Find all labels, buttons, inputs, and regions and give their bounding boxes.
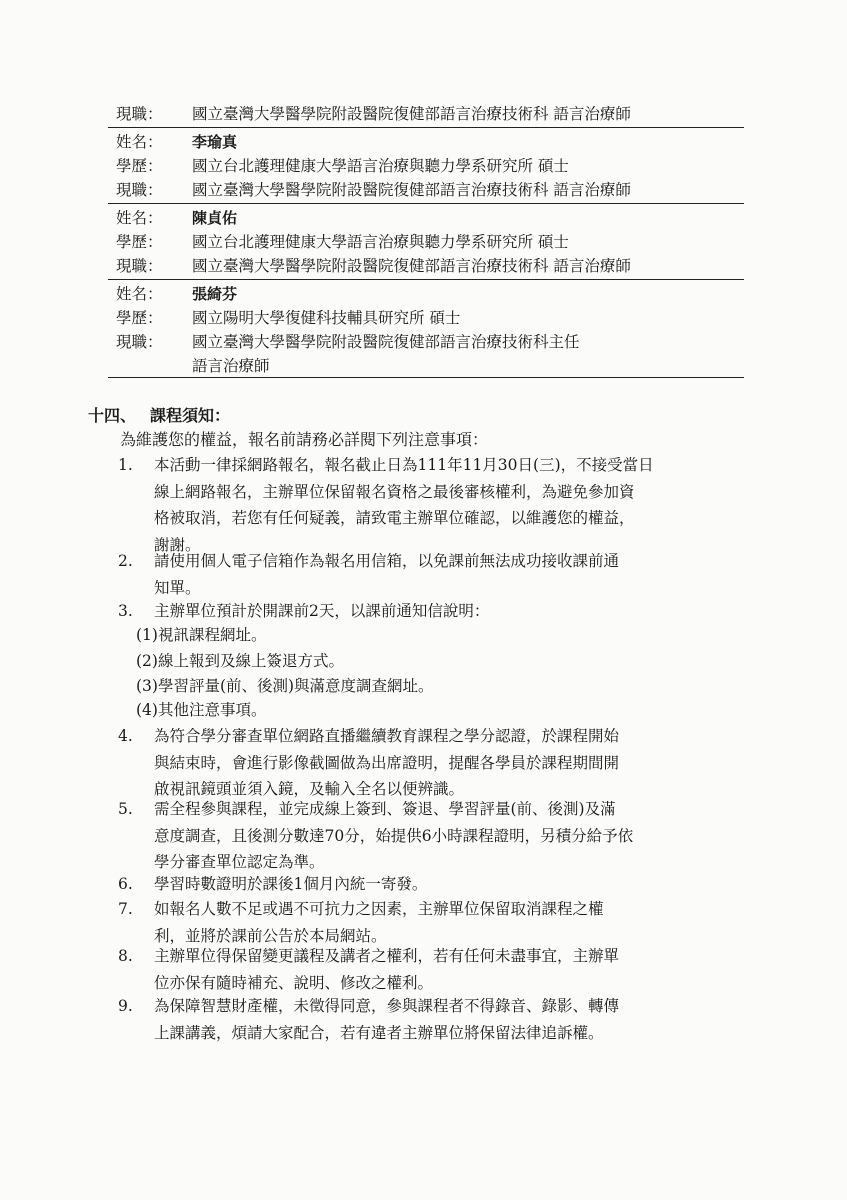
divider xyxy=(108,203,744,204)
item-line: 為符合學分審查單位網路直播繼續教育課程之學分認證，於課程開始 xyxy=(154,727,620,745)
item-line: 主辦單位得保留變更議程及講者之權利，若有任何未盡事宜，主辦單 xyxy=(154,947,620,965)
item-line: 需全程參與課程，並完成線上簽到、簽退、學習評量(前、後測)及滿 xyxy=(154,800,616,818)
section-intro: 為維護您的權益，報名前請務必詳閱下列注意事項： xyxy=(120,430,489,449)
instructor-row xyxy=(108,230,744,254)
row-value: 國立臺灣大學醫學院附設醫院復健部語言治療技術科 語言治療師 xyxy=(192,181,631,199)
item-line: 主辦單位預計於開課前2天，以課前通知信說明： xyxy=(154,602,490,620)
item-line: 謝謝。 xyxy=(154,535,201,554)
instructor-name: 李瑜真 xyxy=(192,133,238,151)
item-line: 線上網路報名，主辦單位保留報名資格之最後審核權利，為避免參加資 xyxy=(154,482,635,501)
item-line: 意度調查，且後測分數達70分，始提供6小時課程證明，另積分給予依 xyxy=(154,826,634,845)
instructor-row xyxy=(108,154,744,178)
item-line: 為保障智慧財產權，未徵得同意，參與課程者不得錄音、錄影、轉傳 xyxy=(154,997,620,1015)
item-line: 請使用個人電子信箱作為報名用信箱，以免課前無法成功接收課前通 xyxy=(154,552,620,570)
sub-item: (4)其他注意事項。 xyxy=(136,701,267,719)
item-line: 本活動一律採網路報名，報名截止日為111年11月30日(三)，不接受當日 xyxy=(154,456,654,474)
row-label: 姓名： xyxy=(116,133,163,151)
row-label: 姓名： xyxy=(116,209,163,227)
item-number: 8. xyxy=(118,947,133,965)
instructor-row xyxy=(108,354,744,378)
item-line: 利，並將於課前公告於本局網站。 xyxy=(154,926,387,945)
row-label: 學歷： xyxy=(116,233,163,251)
item-line: 上課講義，煩請大家配合，若有違者主辦單位將保留法律追訴權。 xyxy=(154,1023,604,1042)
row-label: 姓名： xyxy=(116,285,163,303)
item-line: 學分審查單位認定為準。 xyxy=(154,853,325,871)
divider xyxy=(108,279,744,280)
instructor-name: 陳貞佑 xyxy=(192,209,238,227)
instructor-row xyxy=(108,178,744,202)
row-value: 國立臺灣大學醫學院附設醫院復健部語言治療技術科 語言治療師 xyxy=(192,105,631,123)
item-line: 知單。 xyxy=(154,578,201,597)
row-value: 國立臺灣大學醫學院附設醫院復健部語言治療技術科主任 xyxy=(192,333,580,351)
item-number: 2. xyxy=(118,552,133,570)
instructor-row xyxy=(108,330,744,354)
row-label: 現職： xyxy=(116,105,163,123)
row-value: 國立台北護理健康大學語言治療與聽力學系研究所 碩士 xyxy=(192,233,569,251)
row-value: 國立陽明大學復健科技輔具研究所 碩士 xyxy=(192,309,461,327)
row-label: 現職： xyxy=(116,181,163,199)
row-value: 國立台北護理健康大學語言治療與聽力學系研究所 碩士 xyxy=(192,157,569,175)
item-number: 5. xyxy=(118,800,133,818)
sub-item: (2)線上報到及線上簽退方式。 xyxy=(136,652,344,670)
row-value: 國立臺灣大學醫學院附設醫院復健部語言治療技術科 語言治療師 xyxy=(192,257,631,275)
row-label: 現職： xyxy=(116,333,163,351)
item-number: 4. xyxy=(118,727,133,745)
row-value: 語言治療師 xyxy=(192,357,270,375)
instructor-row xyxy=(108,282,744,306)
row-label: 現職： xyxy=(116,257,163,275)
section-heading xyxy=(88,404,230,428)
item-line: 位亦保有隨時補充、說明、修改之權利。 xyxy=(154,973,434,992)
row-label: 學歷： xyxy=(116,157,163,175)
item-number: 3. xyxy=(118,602,133,620)
instructor-row xyxy=(108,102,744,126)
item-line: 如報名人數不足或遇不可抗力之因素，主辦單位保留取消課程之權 xyxy=(154,900,604,918)
instructor-row xyxy=(108,130,744,154)
divider xyxy=(108,127,744,128)
row-label: 學歷： xyxy=(116,309,163,327)
instructor-row xyxy=(108,254,744,278)
item-number: 1. xyxy=(118,456,133,474)
sub-item: (3)學習評量(前、後測)與滿意度調查網址。 xyxy=(136,677,434,695)
item-number: 7. xyxy=(118,900,133,918)
instructor-row xyxy=(108,306,744,330)
item-line: 與結束時，會進行影像截圖做為出席證明，提醒各學員於課程期間開 xyxy=(154,753,620,772)
item-line: 啟視訊鏡頭並須入鏡，及輸入全名以便辨識。 xyxy=(154,780,465,798)
item-number: 9. xyxy=(118,997,133,1015)
section-title: 課程須知： xyxy=(150,406,231,425)
item-line: 格被取消，若您有任何疑義，請致電主辦單位確認，以維護您的權益， xyxy=(154,509,635,527)
instructor-name: 張綺芬 xyxy=(192,285,238,303)
section-number: 十四、 xyxy=(88,406,137,425)
item-number: 6. xyxy=(118,875,133,893)
instructor-row xyxy=(108,206,744,230)
sub-item: (1)視訊課程網址。 xyxy=(136,626,267,644)
divider xyxy=(108,377,744,378)
item-line: 學習時數證明於課後1個月內統一寄發。 xyxy=(154,875,428,893)
